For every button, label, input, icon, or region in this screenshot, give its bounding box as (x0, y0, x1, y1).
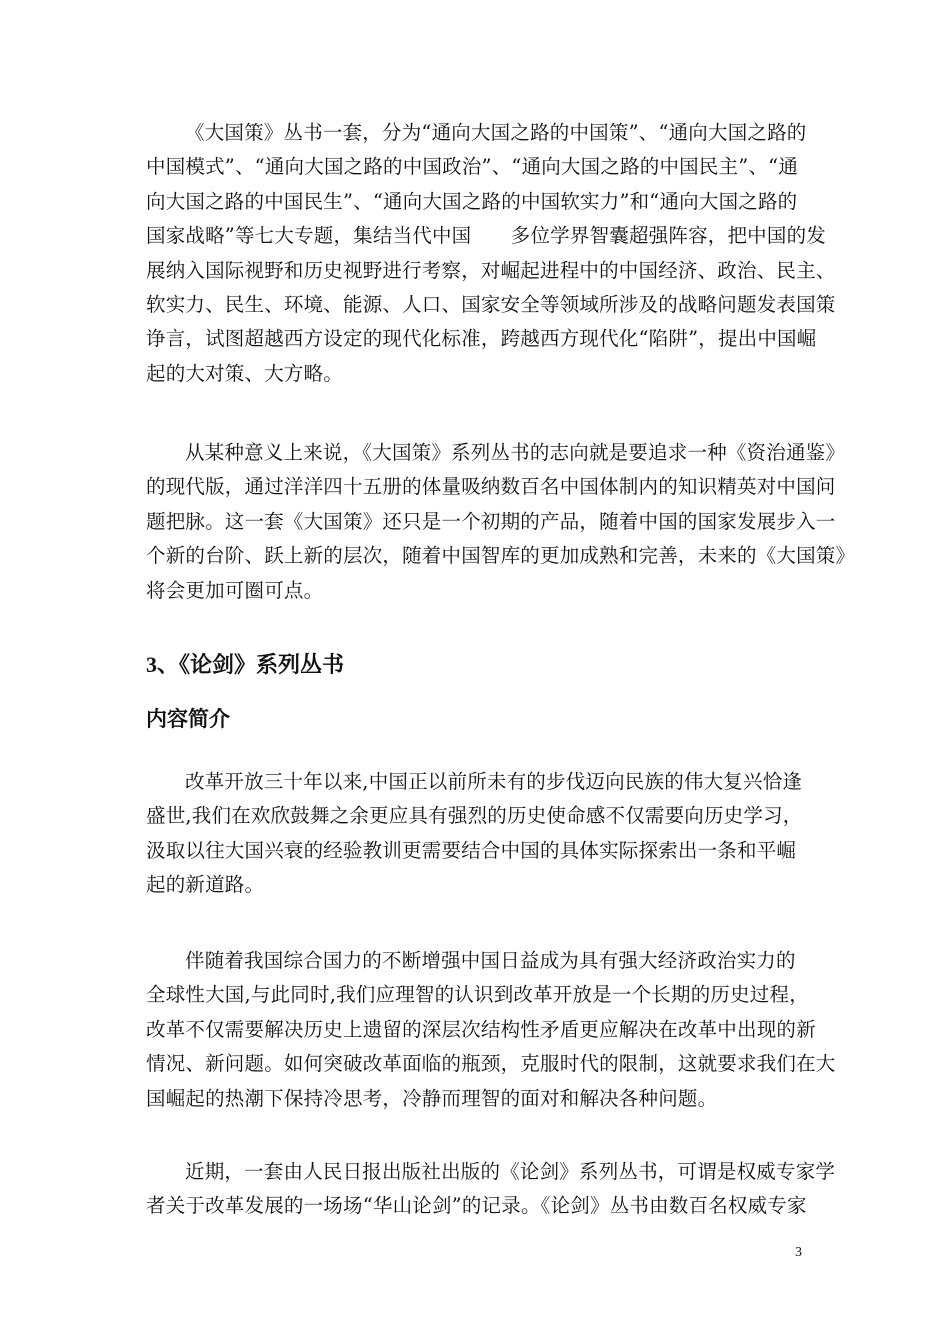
page-number: 3 (795, 1245, 802, 1260)
text-line: 情况、新问题。如何突破改革面临的瓶颈，克服时代的限制，这就要求我们在大 (146, 1052, 836, 1076)
paragraph-daguoce-intro (146, 116, 836, 391)
section-title: 、《论剑》系列丛书 (157, 652, 345, 678)
text-line: 国家战略”等七大专题，集结当代中国 多位学界智囊超强阵容，把中国的发 (146, 224, 826, 248)
text-line: 改革不仅需要解决历史上遗留的深层次结构性矛盾更应解决在改革中出现的新 (146, 1017, 816, 1041)
text-line: 起的新道路。 (146, 873, 265, 897)
text-line: 从某种意义上来说，《大国策》系列丛书的志向就是要追求一种《资治通鉴》 (185, 441, 846, 464)
text-line: 向大国之路的中国民生”、“通向大国之路的中国软实力”和“通向大国之路的 (146, 189, 798, 213)
text-line: 起的大对策、大方略。 (146, 361, 344, 385)
text-line: 个新的台阶、跃上新的层次，随着中国智库的更加成熟和完善，未来的《大国策》 (146, 544, 856, 568)
text-line: 展纳入国际视野和历史视野进行考察，对崛起进程中的中国经济、政治、民主、 (146, 258, 836, 282)
text-line: 改革开放三十年以来,中国正以前所未有的步伐迈向民族的伟大复兴恰逢 (185, 770, 803, 793)
text-line: 《大国策》丛书一套，分为“通向大国之路的中国策”、“通向大国之路的 (185, 121, 807, 144)
subheading-content-summary: 内容简介 (146, 706, 230, 731)
paragraph-reform-opening (146, 765, 818, 903)
text-line: 中国模式”、“通向大国之路的中国政治”、“通向大国之路的中国民主”、“通 (146, 155, 799, 179)
paragraph-national-strength (146, 944, 836, 1116)
section-heading (146, 650, 344, 680)
paragraph-lunjian-intro (146, 1155, 836, 1224)
text-line: 诤言，试图超越西方设定的现代化标准，跨越西方现代化“陷阱”，提出中国崛 (146, 327, 817, 351)
text-line: 盛世,我们在欢欣鼓舞之余更应具有强烈的历史使命感不仅需要向历史学习， (146, 804, 803, 828)
text-line: 软实力、民生、环境、能源、人口、国家安全等领域所涉及的战略问题发表国策 (146, 293, 836, 317)
text-line: 全球性大国,与此同时,我们应理智的认识到改革开放是一个长期的历史过程， (146, 983, 809, 1007)
text-line: 者关于改革发展的一场场“华山论剑”的记录。《论剑》丛书由数百名权威专家 (146, 1194, 807, 1218)
text-line: 国崛起的热潮下保持冷思考，冷静而理智的面对和解决各种问题。 (146, 1086, 718, 1110)
text-line: 汲取以往大国兴衰的经验教训更需要结合中国的具体实际探索出一条和平崛 (146, 838, 797, 862)
text-line: 近期，一套由人民日报出版社出版的《论剑》系列丛书，可谓是权威专家学 (185, 1160, 836, 1183)
text-line: 将会更加可圈可点。 (146, 578, 324, 602)
section-number: 3 (146, 652, 157, 677)
paragraph-daguoce-significance (146, 436, 856, 608)
text-line: 的现代版，通过洋洋四十五册的体量吸纳数百名中国体制内的知识精英对中国问 (146, 475, 836, 499)
text-line: 题把脉。这一套《大国策》还只是一个初期的产品，随着中国的国家发展步入一 (146, 509, 836, 533)
text-line: 伴随着我国综合国力的不断增强中国日益成为具有强大经济政治实力的 (185, 949, 796, 972)
